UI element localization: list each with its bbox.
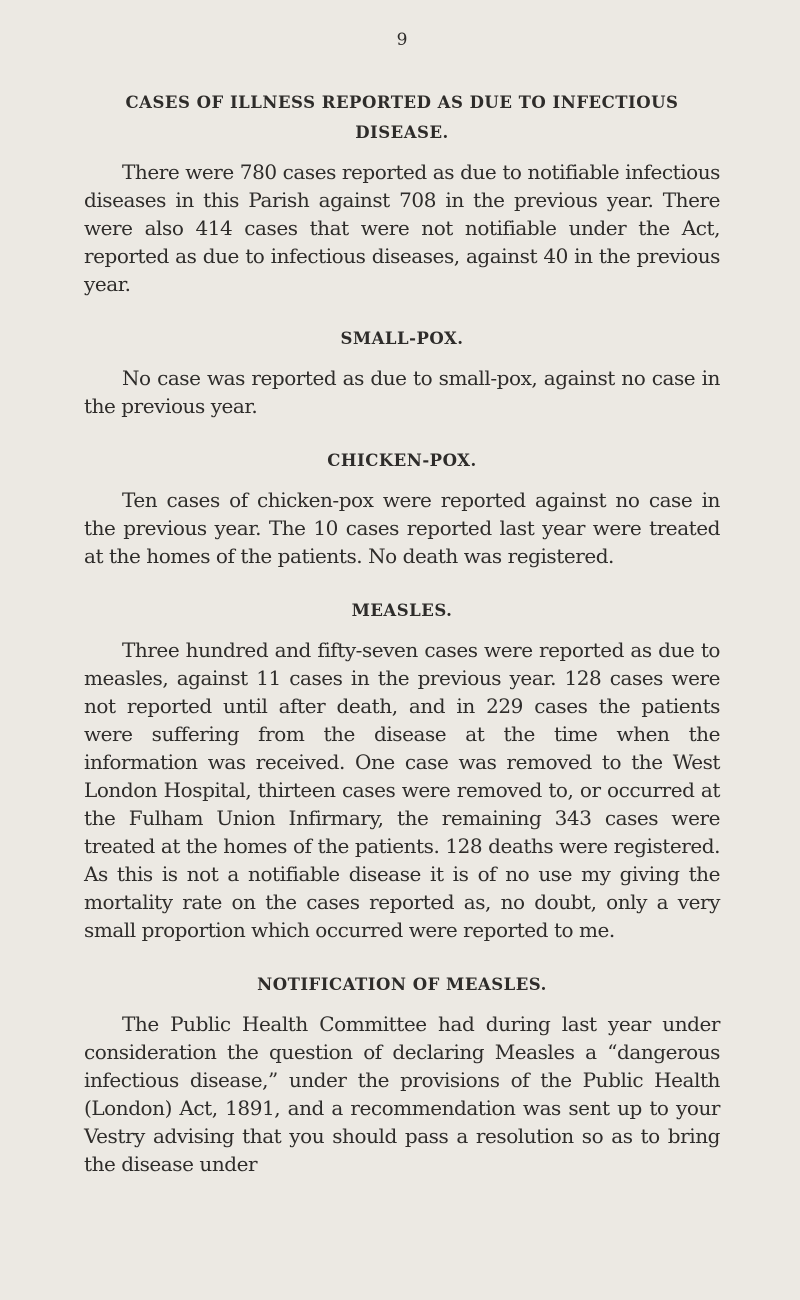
section-heading: CASES OF ILLNESS REPORTED AS DUE TO INFECTIOUS DISEASE.	[125, 93, 679, 142]
section-chicken-pox	[84, 446, 720, 570]
section-heading: CHICKEN-POX.	[327, 451, 477, 470]
section-paragraph: The Public Health Committee had during last year under consideration the question of declaring Measles a “dangerous infectious disease,” under the provisions of the Public Health (London) Act, 1891, and a recommendation was sent up to your Vestry advising that you should pass a resolution so as to bring the disease under	[84, 1012, 720, 1176]
section-paragraph: No case was reported as due to small-pox, against no case in the previous year.	[84, 366, 720, 418]
section-measles	[84, 596, 720, 944]
section-infectious-disease	[84, 88, 720, 298]
section-heading: NOTIFICATION OF MEASLES.	[257, 975, 547, 994]
document-page	[84, 30, 720, 1178]
section-heading: SMALL-POX.	[340, 329, 464, 348]
section-small-pox	[84, 324, 720, 420]
page-number: 9	[396, 30, 408, 50]
section-paragraph: Three hundred and fifty-seven cases were reported as due to measles, against 11 cases in the previous year. 128 cases were not reported until after death, and in 229 cases the patients were suffering from the disease at the time when the information was received. One case was removed to the West London Hospital, thirteen cases were removed to, or occurred at the Fulham Union Infirmary, the remaining 343 cases were treated at the homes of the patients. 128 deaths were registered. As this is not a notifiable disease it is of no use my giving the mortality rate on the cases reported as, no doubt, only a very small proportion which occurred were reported to me.	[84, 638, 720, 942]
section-heading: MEASLES.	[351, 601, 453, 620]
section-paragraph: There were 780 cases reported as due to notifiable infectious diseases in this Parish against 708 in the previous year. There were also 414 cases that were not notifiable under the Act, reported as due to infectious diseases, against 40 in the previous year.	[84, 160, 720, 296]
section-notification-of-measles	[84, 970, 720, 1178]
section-paragraph: Ten cases of chicken-pox were reported against no case in the previous year. The 10 cases reported last year were treated at the homes of the patients. No death was registered.	[84, 488, 720, 568]
